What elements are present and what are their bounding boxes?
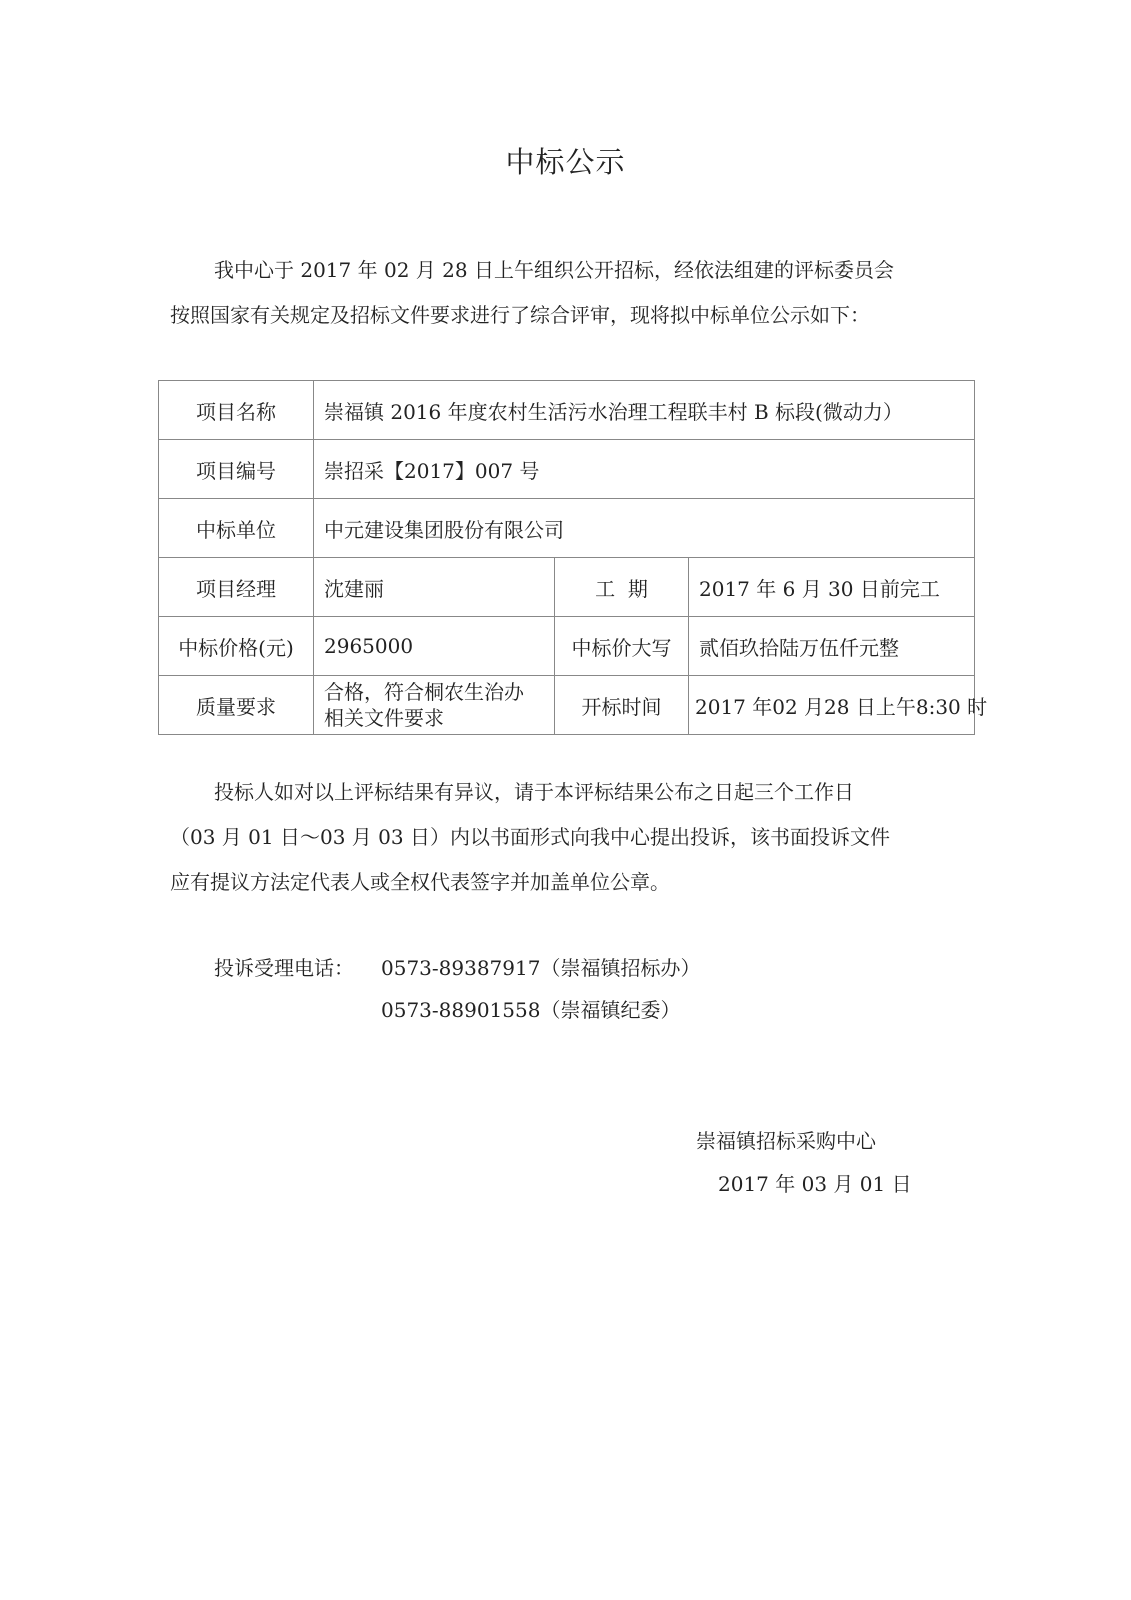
award-info-table	[158, 380, 988, 735]
table-row	[159, 676, 975, 735]
notice-line-2: （03 月 01 日～03 月 03 日）内以书面形式向我中心提出投诉，该书面投诉文件	[170, 825, 890, 849]
manager-value: 沈建丽	[314, 558, 555, 617]
quality-value-line-2: 相关文件要求	[324, 706, 444, 730]
period-value: 2017 年 6 月 30 日前完工	[689, 558, 975, 617]
table-row	[159, 617, 975, 676]
table-row	[159, 381, 975, 440]
table-row	[159, 440, 975, 499]
signature-date: 2017 年 03 月 01 日	[718, 1172, 912, 1196]
notice-line-1: 投标人如对以上评标结果有异议，请于本评标结果公布之日起三个工作日	[214, 780, 854, 804]
winner-value: 中元建设集团股份有限公司	[314, 499, 975, 558]
table-row	[159, 499, 975, 558]
intro-paragraph	[170, 248, 950, 338]
table-row	[159, 558, 975, 617]
project-name-value: 崇福镇 2016 年度农村生活污水治理工程联丰村 B 标段(微动力）	[314, 381, 975, 440]
price-label: 中标价格(元)	[159, 617, 314, 676]
objection-notice	[170, 770, 950, 905]
signature-org: 崇福镇招标采购中心	[696, 1129, 876, 1153]
intro-line-1: 我中心于 2017 年 02 月 28 日上午组织公开招标，经依法组建的评标委员会	[214, 258, 894, 282]
page-title: 中标公示	[505, 145, 626, 179]
open-time-label: 开标时间	[555, 676, 689, 735]
price-value: 2965000	[314, 617, 555, 676]
period-label: 工 期	[555, 558, 689, 617]
complaint-phone-2: 0573-88901558（崇福镇纪委）	[381, 998, 681, 1022]
price-upper-value: 贰佰玖拾陆万伍仟元整	[689, 617, 975, 676]
intro-line-2: 按照国家有关规定及招标文件要求进行了综合评审，现将拟中标单位公示如下：	[170, 303, 870, 327]
notice-line-3: 应有提议方法定代表人或全权代表签字并加盖单位公章。	[170, 870, 670, 894]
complaint-phone-1: 0573-89387917（崇福镇招标办）	[381, 956, 701, 980]
complaint-phone-row-1	[214, 954, 701, 982]
winner-label: 中标单位	[159, 499, 314, 558]
quality-value-line-1: 合格，符合桐农生治办	[324, 680, 524, 704]
quality-value	[314, 676, 555, 735]
price-upper-label: 中标价大写	[555, 617, 689, 676]
quality-label: 质量要求	[159, 676, 314, 735]
project-no-value: 崇招采【2017】007 号	[314, 440, 975, 499]
complaint-label: 投诉受理电话：	[214, 956, 354, 980]
project-no-label: 项目编号	[159, 440, 314, 499]
open-time-value: 2017 年02 月28 日上午8:30 时	[689, 676, 975, 735]
manager-label: 项目经理	[159, 558, 314, 617]
project-name-label: 项目名称	[159, 381, 314, 440]
